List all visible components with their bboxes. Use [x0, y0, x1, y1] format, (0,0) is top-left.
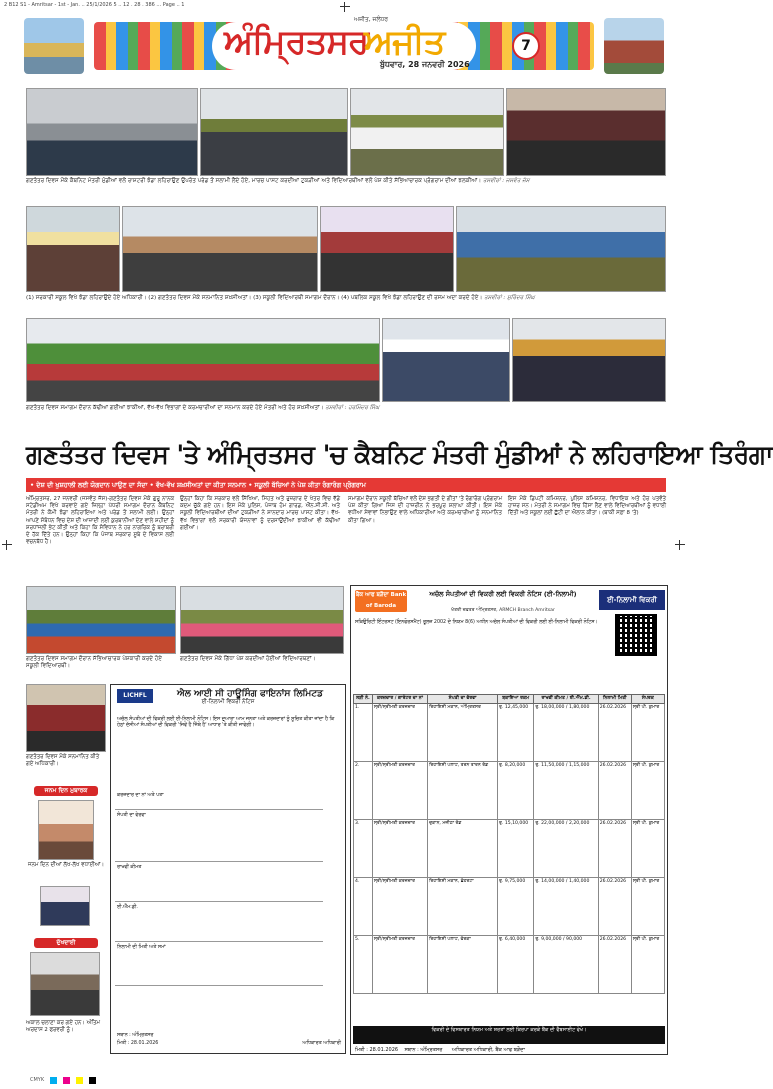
- registration-mark-icon: [340, 2, 350, 12]
- bank-sign-place: ਸਥਾਨ : ਅੰਮ੍ਰਿਤਸਰ: [404, 1047, 443, 1053]
- birthday-text: ਜਨਮ ਦਿਨ ਦੀਆਂ ਲੱਖ-ਲੱਖ ਵਧਾਈਆਂ।: [28, 862, 104, 868]
- lic-company-name: ਐਲ ਆਈ ਸੀ ਹਾਊਸਿੰਗ ਫਾਇਨਾਂਸ ਲਿਮਿਟਡ: [177, 689, 323, 699]
- table-row: [354, 877, 665, 935]
- cell: ਰਿਹਾਇਸ਼ੀ ਮਕਾਨ, ਛੇਹਰਟਾ: [428, 877, 498, 935]
- mid-photo-caption: ਗਣਤੰਤਰ ਦਿਵਸ ਸਮਾਗਮ ਦੌਰਾਨ ਸੱਭਿਆਚਾਰਕ ਪੇਸ਼ਕਾਰੀ ਕਰਦੇ ਹੋਏ ਸਕੂਲੀ ਵਿਦਿਆਰਥੀ।: [26, 656, 162, 670]
- row1-credit: ਤਸਵੀਰਾਂ : ਜਸਵੰਤ ਜੱਸ: [482, 178, 530, 184]
- lic-row-1: ਕਰਜ਼ਦਾਰ ਦਾ ਨਾਂ ਅਤੇ ਪਤਾ: [117, 793, 164, 798]
- cell: ਰੁ. 6,40,000: [498, 935, 534, 993]
- cell: ਸ੍ਰੀ ਪੀ. ਕੁਮਾਰ: [631, 703, 664, 761]
- mid-photo-caption-2: ਗਣਤੰਤਰ ਦਿਵਸ ਮੌਕੇ ਗਿੱਧਾ ਪੇਸ਼ ਕਰਦੀਆਂ ਹੋਈਆਂ ਵਿਦਿਆਰਥਣਾਂ।: [180, 656, 316, 662]
- photo-march-past: [200, 88, 348, 176]
- article-column-1: ਅੰਮ੍ਰਿਤਸਰ, 27 ਜਨਵਰੀ (ਜਸਵੰਤ ਜੱਸ)-ਗਣਤੰਤਰ ਦਿਵਸ ਮੌਕੇ ਗੁਰੂ ਨਾਨਕ ਸਟੇਡੀਅਮ ਵਿਖੇ ਕਰਵਾਏ ਗਏ ਜ਼ਿਲ੍ਹਾ ਪੱਧਰੀ ਸਮਾਗਮ ਦੌਰਾਨ ਕੈਬਨਿਟ ਮੰਤਰੀ ਨੇ ਕੌਮੀ ਝੰਡਾ ਲਹਿਰਾਇਆ ਅਤੇ ਪਰੇਡ ਤੋਂ ਸਲਾਮੀ ਲਈ। ਉਨ੍ਹਾਂ ਆਪਣੇ ਸੰਬੋਧਨ ਵਿਚ ਦੇਸ਼ ਦੀ ਆਜ਼ਾਦੀ ਲਈ ਕੁਰਬਾਨੀਆਂ ਦੇਣ ਵਾਲੇ ਸ਼ਹੀਦਾਂ ਨੂੰ ਸ਼ਰਧਾਂਜਲੀ ਭੇਟ ਕੀਤੀ ਅਤੇ ਕਿਹਾ ਕਿ ਸੰਵਿਧਾਨ ਨੇ ਹਰ ਨਾਗਰਿਕ ਨੂੰ ਬਰਾਬਰੀ ਦੇ ਹੱਕ ਦਿੱਤੇ ਹਨ। ਉਨ੍ਹਾਂ ਕਿਹਾ ਕਿ ਪੰਜਾਬ ਸਰਕਾਰ ਸੂਬੇ ਦੇ ਵਿਕਾਸ ਲਈ ਵਚਨਬੱਧ ਹੈ।: [26, 496, 174, 546]
- article-column-3: ਸਮਾਗਮ ਦੌਰਾਨ ਸਕੂਲੀ ਬੱਚਿਆਂ ਵਲੋਂ ਦੇਸ਼ ਭਗਤੀ ਦੇ ਗੀਤਾਂ 'ਤੇ ਰੰਗਾਰੰਗ ਪ੍ਰੋਗਰਾਮ ਪੇਸ਼ ਕੀਤਾ ਗਿਆ ਜਿਸ ਦੀ ਹਾਜ਼ਰੀਨ ਨੇ ਭਰਪੂਰ ਸ਼ਲਾਘਾ ਕੀਤੀ। ਇਸ ਮੌਕੇ ਵਧੀਆ ਸੇਵਾਵਾਂ ਨਿਭਾਉਣ ਵਾਲੇ ਅਧਿਕਾਰੀਆਂ ਅਤੇ ਕਰਮਚਾਰੀਆਂ ਨੂੰ ਸਨਮਾਨਿਤ ਕੀਤਾ ਗਿਆ।: [348, 496, 502, 524]
- bank-sign-officer: ਅਧਿਕਾਰਤ ਅਧਿਕਾਰੀ, ਬੈਂਕ ਆਫ ਬੜੌਦਾ: [451, 1047, 525, 1053]
- cell: ਸ੍ਰੀ/ਸ੍ਰੀਮਤੀ ਕਰਜ਼ਦਾਰ: [372, 819, 427, 877]
- cell: 1.: [354, 703, 373, 761]
- lic-place: ਸਥਾਨ : ਅੰਮ੍ਰਿਤਸਰ: [117, 1033, 154, 1038]
- cyan-swatch-icon: [50, 1077, 57, 1084]
- header-contact: ਸੰਪਰਕ: [631, 695, 664, 704]
- cell: ਰੁ. 8,20,000: [498, 761, 534, 819]
- heritage-building-image: [604, 18, 664, 74]
- table-row: [354, 761, 665, 819]
- cell: ਸ੍ਰੀ ਪੀ. ਕੁਮਾਰ: [631, 877, 664, 935]
- header-borrower: ਕਰਜ਼ਦਾਰ / ਗਾਰੰਟਰ ਦਾ ਨਾਂ: [372, 695, 427, 704]
- table-row: [354, 703, 665, 761]
- photo-student-march: [350, 88, 504, 176]
- masthead: [24, 14, 664, 80]
- bank-sign-date-text: ਮਿਤੀ : 28.01.2026: [355, 1047, 399, 1053]
- article-column-2: ਉਨ੍ਹਾਂ ਕਿਹਾ ਕਿ ਸਰਕਾਰ ਵਲੋਂ ਸਿੱਖਿਆ, ਸਿਹਤ ਅਤੇ ਰੁਜ਼ਗਾਰ ਦੇ ਖੇਤਰ ਵਿਚ ਵੱਡੇ ਕਦਮ ਚੁੱਕੇ ਗਏ ਹਨ। ਇਸ ਮੌਕੇ ਪੁਲਿਸ, ਪੰਜਾਬ ਹੋਮ ਗਾਰਡ, ਐੱਨ.ਸੀ.ਸੀ. ਅਤੇ ਸਕੂਲੀ ਵਿਦਿਆਰਥੀਆਂ ਦੀਆਂ ਟੁਕੜੀਆਂ ਨੇ ਸ਼ਾਨਦਾਰ ਮਾਰਚ ਪਾਸਟ ਕੀਤਾ। ਵੱਖ-ਵੱਖ ਵਿਭਾਗਾਂ ਵਲੋਂ ਸਰਕਾਰੀ ਯੋਜਨਾਵਾਂ ਨੂੰ ਦਰਸਾਉਂਦੀਆਂ ਝਾਕੀਆਂ ਵੀ ਕੱਢੀਆਂ ਗਈਆਂ।: [180, 496, 340, 531]
- magenta-swatch-icon: [63, 1077, 70, 1084]
- cell: 2.: [354, 761, 373, 819]
- header-serial: ਲੜੀ ਨੰ.: [354, 695, 373, 704]
- lic-logo: LICHFL: [117, 689, 153, 703]
- bank-sign-date: [355, 1047, 525, 1053]
- photo-school-event: [320, 206, 454, 292]
- cell: ਰੁ. 18,00,000 / 1,80,000: [534, 703, 598, 761]
- lic-row-5: ਨਿਲਾਮੀ ਦੀ ਮਿਤੀ ਅਤੇ ਸਮਾਂ: [117, 945, 166, 950]
- print-footer: [0, 1074, 687, 1086]
- photo-sidebar-honour: [26, 684, 106, 752]
- cell: ਰੁ. 11,50,000 / 1,15,000: [534, 761, 598, 819]
- masthead-title-paper: ਅਜੀਤ: [364, 22, 445, 62]
- registration-mark-icon: [2, 540, 12, 550]
- e-auction-badge: ਈ-ਨਿਲਾਮੀ ਵਿਕਰੀ: [599, 590, 665, 610]
- photo-dance-performance: [26, 586, 176, 654]
- photo-minister-salute: [26, 88, 198, 176]
- bank-notice-intro: ਸਕਿਉਰਿਟੀ ਇੰਟਰਸਟ (ਇਨਫੋਰਸਮੈਂਟ) ਰੂਲਜ਼ 2002 ਦੇ ਨਿਯਮ 8(6) ਅਧੀਨ ਅਚੱਲ ਸੰਪਤੀਆਂ ਦੀ ਵਿਕਰੀ ਲਈ ਈ-ਨਿਲਾਮੀ ਵਿਕਰੀ ਨੋਟਿਸ।: [355, 620, 598, 625]
- cell: 26.02.2026: [598, 819, 631, 877]
- table-row: [354, 935, 665, 993]
- lic-notice-body: ਅਚੱਲ ਸੰਪਤੀਆਂ ਦੀ ਵਿਕਰੀ ਲਈ ਈ-ਨਿਲਾਮੀ ਨੋਟਿਸ। ਇਸ ਦੁਆਰਾ ਆਮ ਜਨਤਾ ਅਤੇ ਕਰਜ਼ਦਾਰਾਂ ਨੂੰ ਸੂਚਿਤ ਕੀਤਾ ਜਾਂਦਾ ਹੈ ਕਿ ਹੇਠਾਂ ਦੱਸੀਆਂ ਸੰਪਤੀਆਂ ਦੀ ਵਿਕਰੀ 'ਜਿਵੇਂ ਹੈ ਜਿੱਥੇ ਹੈ' ਆਧਾਰ 'ਤੇ ਕੀਤੀ ਜਾਵੇਗੀ।: [117, 717, 335, 729]
- table-row: [354, 819, 665, 877]
- golden-temple-image: [24, 18, 84, 74]
- lic-row-3: ਰਾਖਵੀਂ ਕੀਮਤ: [117, 865, 142, 870]
- photo-tableaux: [26, 318, 380, 402]
- bank-notice-subtitle: ਖੇਤਰੀ ਦਫ਼ਤਰ ਅੰਮ੍ਰਿਤਸਰ, ARMCH Branch Amritsar: [451, 608, 555, 613]
- lic-notice-subtitle: ਈ-ਨਿਲਾਮੀ ਵਿਕਰੀ ਨੋਟਿਸ: [201, 699, 255, 705]
- bank-logo: ਬੈਂਕ ਆਫ ਬੜੌਦਾ Bank of Baroda: [355, 590, 407, 612]
- row2-caption: [26, 295, 666, 315]
- masthead-title-city: ਅੰਮ੍ਰਿਤਸਰ: [224, 22, 369, 62]
- photo-officials: [512, 318, 666, 402]
- photo-felicitation: [382, 318, 510, 402]
- cell: ਸ੍ਰੀ/ਸ੍ਰੀਮਤੀ ਕਰਜ਼ਦਾਰ: [372, 761, 427, 819]
- masthead-date: ਬੁੱਧਵਾਰ, 28 ਜਨਵਰੀ 2026: [380, 60, 470, 69]
- page-number: 7: [512, 32, 540, 60]
- row2-caption-text: (1) ਸਰਕਾਰੀ ਸਕੂਲ ਵਿਖੇ ਝੰਡਾ ਲਹਿਰਾਉਂਦੇ ਹੋਏ ਅਧਿਕਾਰੀ। (2) ਗਣਤੰਤਰ ਦਿਵਸ ਮੌਕੇ ਸਨਮਾਨਿਤ ਸ਼ਖ਼ਸੀਅਤਾਂ। (3) ਸਕੂਲੀ ਵਿਦਿਆਰਥੀ ਸਮਾਗਮ ਦੌਰਾਨ। (4) ਪਬਲਿਕ ਸਕੂਲ ਵਿਖੇ ਝੰਡਾ ਲਹਿਰਾਉਣ ਦੀ ਰਸਮ ਅਦਾ ਕਰਦੇ ਹੋਏ।: [26, 295, 483, 301]
- cell: 4.: [354, 877, 373, 935]
- photo-public-school: [456, 206, 666, 292]
- headline-kicker: • ਦੇਸ਼ ਦੀ ਖੁਸ਼ਹਾਲੀ ਲਈ ਯੋਗਦਾਨ ਪਾਉਣ ਦਾ ਸੱਦਾ • ਵੱਖ-ਵੱਖ ਸ਼ਖ਼ਸੀਅਤਾਂ ਦਾ ਕੀਤਾ ਸਨਮਾਨ • ਸਕੂਲੀ ਬੱਚਿਆਂ ਨੇ ਪੇਸ਼ ਕੀਤਾ ਰੰਗਾਰੰਗ ਪ੍ਰੋਗਰਾਮ: [26, 478, 666, 492]
- row3-credit: ਤਸਵੀਰਾਂ : ਹਰਮਿੰਦਰ ਸਿੰਘ: [325, 405, 380, 411]
- cell: ਰੁ. 22,00,000 / 2,20,000: [534, 819, 598, 877]
- header-dues: ਬਕਾਇਆ ਰਕਮ: [498, 695, 534, 704]
- cell: 3.: [354, 819, 373, 877]
- registration-mark-icon: [675, 540, 685, 550]
- lic-housing-notice: [110, 684, 346, 1054]
- cell: 26.02.2026: [598, 703, 631, 761]
- masthead-tagline: ਅਜੀਤ, ਜਲੰਧਰ: [354, 16, 389, 23]
- row3-caption: [26, 405, 666, 427]
- bank-notice-footer: ਵਿਕਰੀ ਦੇ ਵਿਸਥਾਰਤ ਨਿਯਮ ਅਤੇ ਸ਼ਰਤਾਂ ਲਈ ਕਿਰਪਾ ਕਰਕੇ ਬੈਂਕ ਦੀ ਵੈੱਬਸਾਈਟ ਵੇਖੋ।: [353, 1026, 665, 1044]
- birthday-heading: ਜਨਮ ਦਿਨ ਮੁਬਾਰਕ: [34, 786, 98, 796]
- condolence-photo: [30, 952, 100, 1016]
- condolence-text: ਅਕਾਲ ਚਲਾਣਾ ਕਰ ਗਏ ਹਨ। ਅੰਤਿਮ ਅਰਦਾਸ 2 ਫਰਵਰੀ ਨੂੰ।: [26, 1020, 100, 1033]
- cell: ਰਿਹਾਇਸ਼ੀ ਮਕਾਨ, ਅੰਮ੍ਰਿਤਸਰ: [428, 703, 498, 761]
- header-reserve: ਰਾਖਵੀਂ ਕੀਮਤ / ਈ.ਐੱਮ.ਡੀ.: [534, 695, 598, 704]
- photo-honour-group: [122, 206, 318, 292]
- article-column-4: ਇਸ ਮੌਕੇ ਡਿਪਟੀ ਕਮਿਸ਼ਨਰ, ਪੁਲਿਸ ਕਮਿਸ਼ਨਰ, ਵਿਧਾਇਕ ਅਤੇ ਹੋਰ ਪਤਵੰਤੇ ਹਾਜ਼ਰ ਸਨ। ਮੰਤਰੀ ਨੇ ਸਮਾਗਮ ਵਿਚ ਹਿੱਸਾ ਲੈਣ ਵਾਲੇ ਵਿਦਿਆਰਥੀਆਂ ਨੂੰ ਵਧਾਈ ਦਿੱਤੀ ਅਤੇ ਸਕੂਲਾਂ ਲਈ ਛੁੱਟੀ ਦਾ ਐਲਾਨ ਕੀਤਾ। (ਬਾਕੀ ਸਫ਼ਾ 8 'ਤੇ): [508, 496, 666, 517]
- cell: ਸ੍ਰੀ/ਸ੍ਰੀਮਤੀ ਕਰਜ਼ਦਾਰ: [372, 935, 427, 993]
- bank-auction-notice: [350, 585, 668, 1055]
- cell: ਸ੍ਰੀ ਪੀ. ਕੁਮਾਰ: [631, 935, 664, 993]
- photo-giddha: [180, 586, 344, 654]
- birthday-woman-photo: [40, 886, 90, 926]
- color-bar-label: CMYK: [30, 1077, 45, 1083]
- cell: ਸ੍ਰੀ ਪੀ. ਕੁਮਾਰ: [631, 761, 664, 819]
- black-swatch-icon: [89, 1077, 96, 1084]
- row2-credit: ਤਸਵੀਰਾਂ : ਸੁਰਿੰਦਰ ਸਿੰਘ: [484, 295, 535, 301]
- auction-table-header: [354, 695, 665, 704]
- lic-row-4: ਈ.ਐੱਮ.ਡੀ.: [117, 905, 138, 910]
- main-headline: ਗਣਤੰਤਰ ਦਿਵਸ 'ਤੇ ਅੰਮ੍ਰਿਤਸਰ 'ਚ ਕੈਬਨਿਟ ਮੰਤਰੀ ਮੁੰਡੀਆਂ ਨੇ ਲਹਿਰਾਇਆ ਤਿਰੰਗਾ: [26, 440, 773, 469]
- yellow-swatch-icon: [76, 1077, 83, 1084]
- photo-dignitaries: [506, 88, 666, 176]
- cell: ਸ੍ਰੀ/ਸ੍ਰੀਮਤੀ ਕਰਜ਼ਦਾਰ: [372, 877, 427, 935]
- qr-code-icon: [615, 614, 657, 656]
- cell: 26.02.2026: [598, 877, 631, 935]
- row1-caption: [26, 178, 666, 200]
- auction-table: [353, 694, 665, 994]
- cell: ਸ੍ਰੀ ਪੀ. ਕੁਮਾਰ: [631, 819, 664, 877]
- lic-row-2: ਸੰਪਤੀ ਦਾ ਵੇਰਵਾ: [117, 813, 146, 818]
- header-date: ਨਿਲਾਮੀ ਮਿਤੀ: [598, 695, 631, 704]
- cell: ਰੁ. 9,00,000 / 90,000: [534, 935, 598, 993]
- lic-date: ਮਿਤੀ : 28.01.2026: [117, 1041, 159, 1046]
- row3-caption-text: ਗਣਤੰਤਰ ਦਿਵਸ ਸਮਾਗਮ ਦੌਰਾਨ ਕੱਢੀਆਂ ਗਈਆਂ ਝਾਕੀਆਂ, ਵੱਖ-ਵੱਖ ਵਿਭਾਗਾਂ ਦੇ ਕਰਮਚਾਰੀਆਂ ਦਾ ਸਨਮਾਨ ਕਰਦੇ ਹੋਏ ਮੰਤਰੀ ਅਤੇ ਹੋਰ ਸ਼ਖ਼ਸੀਅਤਾਂ।: [26, 405, 324, 411]
- cell: ਰੁ. 12,45,000: [498, 703, 534, 761]
- photo-school-building: [26, 206, 120, 292]
- birthday-child-photo: [38, 800, 94, 860]
- sidebar-photo-caption: ਗਣਤੰਤਰ ਦਿਵਸ ਮੌਕੇ ਸਨਮਾਨਿਤ ਕੀਤੇ ਗਏ ਅਧਿਕਾਰੀ।: [26, 754, 100, 767]
- cell: ਰਿਹਾਇਸ਼ੀ ਪਲਾਟ, ਵੇਰਕਾ: [428, 935, 498, 993]
- print-strip: 2 B12 S1 - Amritsar - 1st - Jan. .. 25/1/2026 5 .. 12 . 28 . 386 ... Page .. 1: [4, 2, 185, 8]
- cell: ਰੁ. 15,10,000: [498, 819, 534, 877]
- cell: ਰਿਹਾਇਸ਼ੀ ਪਲਾਟ, ਤਰਨ ਤਾਰਨ ਰੋਡ: [428, 761, 498, 819]
- cell: 26.02.2026: [598, 761, 631, 819]
- header-property: ਸੰਪਤੀ ਦਾ ਵੇਰਵਾ: [428, 695, 498, 704]
- cell: ਰੁ. 14,00,000 / 1,40,000: [534, 877, 598, 935]
- cell: 5.: [354, 935, 373, 993]
- cell: ਸ੍ਰੀ/ਸ੍ਰੀਮਤੀ ਕਰਜ਼ਦਾਰ: [372, 703, 427, 761]
- lic-signatory: ਅਧਿਕਾਰਤ ਅਧਿਕਾਰੀ: [302, 1041, 341, 1046]
- condolence-heading: ਦੁੱਖਦਾਈ: [34, 938, 98, 948]
- cell: 26.02.2026: [598, 935, 631, 993]
- cell: ਦੁਕਾਨ, ਮਜੀਠਾ ਰੋਡ: [428, 819, 498, 877]
- row1-caption-text: ਗਣਤੰਤਰ ਦਿਵਸ ਮੌਕੇ ਕੈਬਨਿਟ ਮੰਤਰੀ ਮੁੰਡੀਆਂ ਵਲੋਂ ਰਾਸ਼ਟਰੀ ਝੰਡਾ ਲਹਿਰਾਉਣ ਉਪਰੰਤ ਪਰੇਡ ਤੋਂ ਸਲਾਮੀ ਲੈਂਦੇ ਹੋਏ, ਮਾਰਚ ਪਾਸਟ ਕਰਦੀਆਂ ਟੁਕੜੀਆਂ ਅਤੇ ਵਿਦਿਆਰਥੀਆਂ ਵਲੋਂ ਪੇਸ਼ ਕੀਤੇ ਸੱਭਿਆਚਾਰਕ ਪ੍ਰੋਗਰਾਮ ਦੀਆਂ ਝਲਕੀਆਂ।: [26, 178, 482, 184]
- bank-notice-title: ਅਚੱਲ ਸੰਪਤੀਆਂ ਦੀ ਵਿਕਰੀ ਲਈ ਵਿਕਰੀ ਨੋਟਿਸ (ਈ-ਨਿਲਾਮੀ): [429, 590, 577, 598]
- cell: ਰੁ. 9,75,000: [498, 877, 534, 935]
